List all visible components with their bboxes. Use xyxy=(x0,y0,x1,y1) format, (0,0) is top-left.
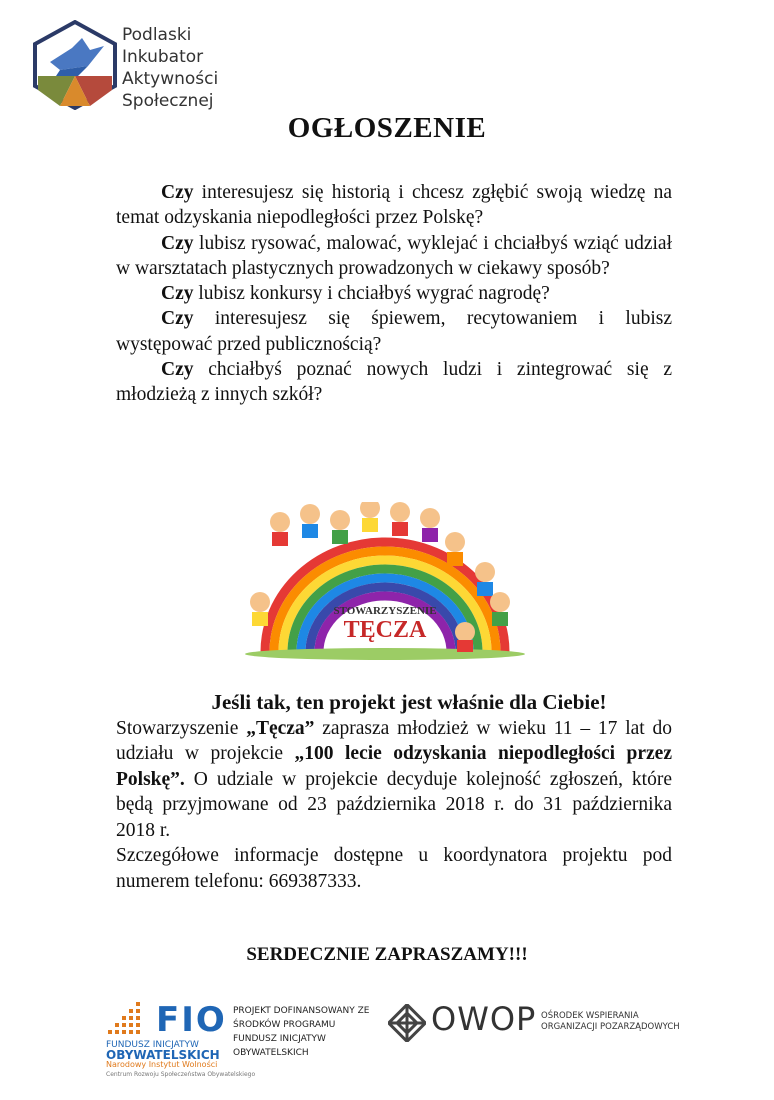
logo-line: Podlaski xyxy=(122,25,192,45)
bird-hexagon-icon xyxy=(30,20,120,110)
knot-icon xyxy=(388,1004,426,1042)
fio-line-3: Narodowy Instytut Wolności xyxy=(106,1060,218,1069)
question-lead: Czy xyxy=(161,232,194,254)
rainbow-icon xyxy=(240,502,530,662)
project-name: „100 lecie odzyskania niepodległości przez Polskę”. xyxy=(116,743,672,790)
owop-wordmark: OWOP xyxy=(431,1000,537,1038)
logo-line: Aktywności xyxy=(122,69,219,89)
body-text: O udziale w projekcie decyduje kolejność zgłoszeń, które będą przyjmowane od 23 października 2018 r. do 31 października 2018 r. xyxy=(116,768,672,841)
body-text: zaprasza młodzież w wieku 11 – 17 lat do udziału w projekcie xyxy=(116,717,672,764)
rainbow-logo-line2: TĘCZA xyxy=(343,617,427,643)
fio-wordmark: FIO xyxy=(156,1000,227,1040)
tecza-rainbow-logo xyxy=(240,502,530,662)
body-paragraph-1 xyxy=(116,716,672,844)
footer xyxy=(100,1000,700,1090)
owop-sub-line-1: OŚRODEK WSPIERANIA xyxy=(541,1011,639,1021)
headline: Jeśli tak, ten projekt jest właśnie dla Ciebie! xyxy=(211,690,607,714)
question-lead: Czy xyxy=(161,308,194,330)
question-paragraph xyxy=(116,180,672,231)
announcement-body xyxy=(116,690,672,894)
question-text: lubisz rysować, malować, wyklejać i chciałbyś wziąć udział w warsztatach plastycznych prowadzonych w ciekawy sposób? xyxy=(116,232,672,279)
signal-dots-icon xyxy=(106,1002,154,1038)
question-lead: Czy xyxy=(161,283,194,305)
closing-text: SERDECZNIE ZAPRASZAMY!!! xyxy=(246,944,528,965)
question-text: interesujesz się śpiewem, recytowaniem i lubisz występować przed publicznością? xyxy=(116,308,672,355)
rainbow-logo-line1: STOWARZYSZENIE xyxy=(333,605,437,617)
question-paragraph xyxy=(116,306,672,357)
question-text: interesujesz się historią i chcesz zgłębić swoją wiedzę na temat odzyskania niepodległości przez Polskę? xyxy=(116,182,672,229)
questions-block xyxy=(116,180,672,408)
logo-line: Inkubator xyxy=(122,47,204,67)
fio-logo xyxy=(106,1000,256,1090)
owop-sub-line-2: ORGANIZACJI POZARZĄDOWYCH xyxy=(541,1022,680,1032)
inkubator-logo-text xyxy=(122,24,218,112)
question-lead: Czy xyxy=(161,182,194,203)
question-text: lubisz konkursy i chciałbyś wygrać nagrodę? xyxy=(193,283,550,305)
question-paragraph xyxy=(116,357,672,408)
question-paragraph xyxy=(116,281,672,306)
fio-line-1: FUNDUSZ INICJATYW xyxy=(106,1040,199,1050)
owop-logo xyxy=(388,1000,698,1054)
question-lead: Czy xyxy=(161,359,194,381)
fio-line-4: Centrum Rozwoju Społeczeństwa Obywatelskiego xyxy=(106,1071,256,1078)
fio-line-2: OBYWATELSKICH xyxy=(106,1048,220,1062)
inkubator-logo xyxy=(30,20,260,120)
page-title: OGŁOSZENIE xyxy=(287,112,487,144)
question-text: chciałbyś poznać nowych ludzi i zintegrować się z młodzieżą z innych szkół? xyxy=(116,359,672,406)
logo-line: Społecznej xyxy=(122,91,214,111)
owop-subtitle xyxy=(541,1011,680,1033)
body-paragraph-2: Szczegółowe informacje dostępne u koordynatora projektu pod numerem telefonu: 669387333. xyxy=(116,845,672,892)
funding-note: PROJEKT DOFINANSOWANY ZE ŚRODKÓW PROGRAMU FUNDUSZ INICJATYW OBYWATELSKICH xyxy=(233,1006,370,1058)
body-text: Stowarzyszenie xyxy=(116,717,247,739)
organization-name: „Tęcza” xyxy=(246,717,315,739)
question-paragraph xyxy=(116,231,672,282)
